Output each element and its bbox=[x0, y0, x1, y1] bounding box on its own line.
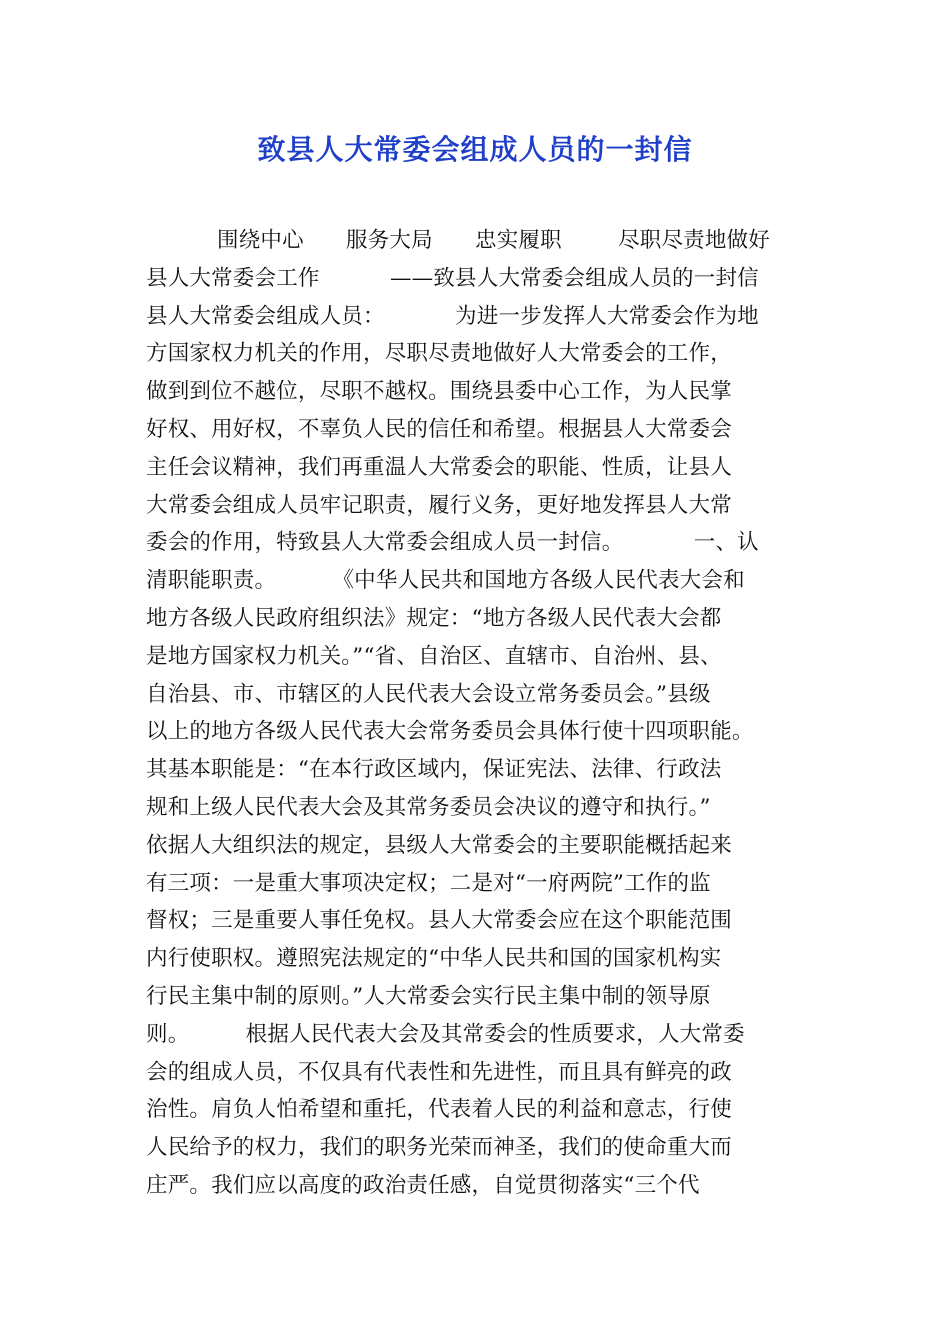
document-title: 致县人大常委会组成人员的一封信 bbox=[257, 133, 693, 166]
body-line: 其基本职能是：“在本行政区域内，保证宪法、法律、行政法 bbox=[146, 757, 722, 783]
body-line: 围绕中心 服务大局 忠实履职 尽职尽责地做好 bbox=[217, 228, 770, 253]
body-line: 自治县、市、市辖区的人民代表大会设立常务委员会。”县级 bbox=[146, 681, 711, 707]
body-line: 以上的地方各级人民代表大会常务委员会具体行使十四项职能。 bbox=[146, 719, 754, 745]
body-line: 依据人大组织法的规定，县级人大常委会的主要职能概括起来 bbox=[146, 832, 732, 858]
body-line: 主任会议精神，我们再重温人大常委会的职能、性质，让县人 bbox=[146, 454, 732, 480]
body-line: 内行使职权。遵照宪法规定的“中华人民共和国的国家机构实 bbox=[146, 946, 722, 972]
body-line: 大常委会组成人员牢记职责，履行义务，更好地发挥县人大常 bbox=[146, 492, 732, 518]
body-line: 规和上级人民代表大会及其常务委员会决议的遵守和执行。” bbox=[146, 794, 711, 820]
document-body bbox=[146, 222, 810, 1205]
body-line: 县人大常委会组成人员： 为进一步发挥人大常委会作为地 bbox=[146, 303, 759, 329]
body-line: 是地方国家权力机关。”“省、自治区、直辖市、自治州、县、 bbox=[146, 643, 722, 669]
body-line: 有三项：一是重大事项决定权；二是对“一府两院”工作的监 bbox=[146, 870, 711, 896]
body-line: 好权、用好权，不辜负人民的信任和希望。根据县人大常委会 bbox=[146, 416, 732, 442]
body-line: 行民主集中制的原则。”人大常委会实行民主集中制的领导原 bbox=[146, 983, 711, 1009]
body-line: 地方各级人民政府组织法》规定：“地方各级人民代表大会都 bbox=[146, 605, 722, 631]
body-line: 则。 根据人民代表大会及其常委会的性质要求，人大常委 bbox=[146, 1021, 745, 1047]
body-line: 督权；三是重要人事任免权。县人大常委会应在这个职能范围 bbox=[146, 908, 732, 934]
body-line: 人民给予的权力，我们的职务光荣而神圣，我们的使命重大而 bbox=[146, 1135, 732, 1161]
body-line: 县人大常委会工作 ——致县人大常委会组成人员的一封信 bbox=[146, 265, 759, 291]
body-line: 委会的作用，特致县人大常委会组成人员一封信。 一、认 bbox=[146, 530, 759, 556]
body-line: 做到到位不越位，尽职不越权。围绕县委中心工作，为人民掌 bbox=[146, 379, 732, 405]
body-line: 治性。肩负人怕希望和重托，代表着人民的利益和意志，行使 bbox=[146, 1097, 732, 1123]
body-line: 会的组成人员，不仅具有代表性和先进性，而且具有鲜亮的政 bbox=[146, 1059, 732, 1085]
body-line: 方国家权力机关的作用，尽职尽责地做好人大常委会的工作， bbox=[146, 341, 732, 367]
body-line: 清职能职责。 《中华人民共和国地方各级人民代表大会和 bbox=[146, 568, 745, 594]
body-line: 庄严。我们应以高度的政治责任感，自觉贯彻落实“三个代 bbox=[146, 1172, 700, 1198]
